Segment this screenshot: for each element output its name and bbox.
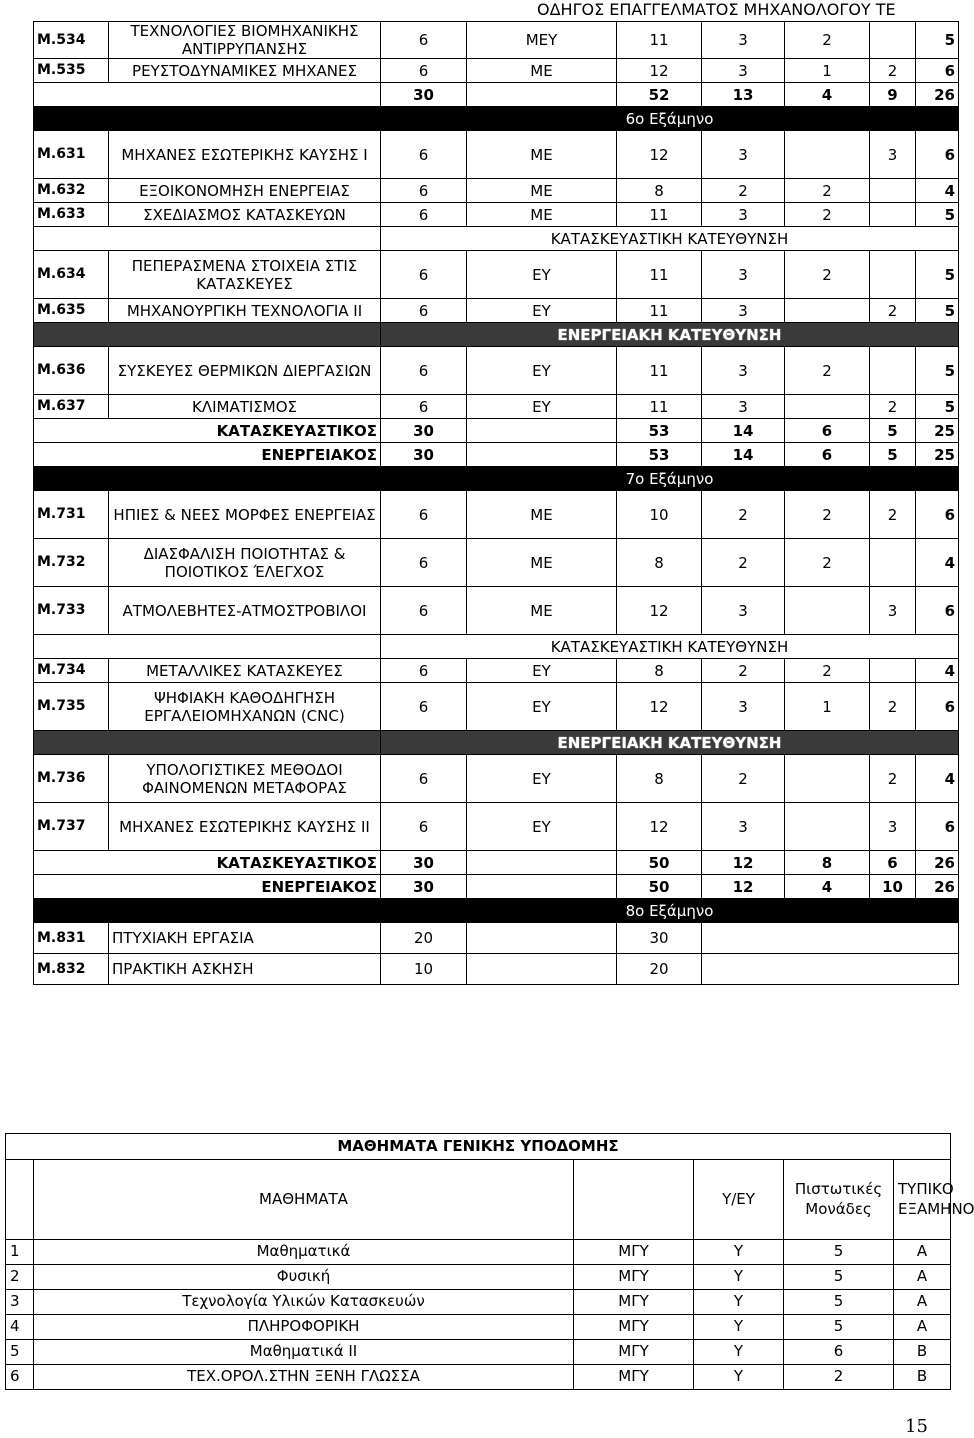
cell-a: 3	[702, 299, 785, 323]
cell-b: 2	[785, 251, 870, 299]
empty-cell	[702, 954, 959, 985]
course-row	[34, 491, 959, 539]
cell-a: 3	[702, 22, 785, 59]
cell-label: ΚΑΤΑΣΚΕΥΑΣΤΙΚΟΣ	[34, 851, 381, 875]
general-courses-table	[5, 1133, 974, 1390]
cell-code: Μ.631	[34, 131, 109, 179]
cell-a: 2	[702, 179, 785, 203]
course-row	[34, 22, 959, 59]
cell-ects: 6	[381, 131, 467, 179]
cell-h: 12	[617, 803, 702, 851]
course-row	[34, 683, 959, 731]
cell-b: 2	[785, 491, 870, 539]
cell-ects: 6	[381, 587, 467, 635]
course-row	[34, 347, 959, 395]
total-row	[34, 419, 959, 443]
cell-ects: 6	[381, 491, 467, 539]
cell-name: ΣΥΣΚΕΥΕΣ ΘΕΡΜΙΚΩΝ ΔΙΕΡΓΑΣΙΩΝ	[109, 347, 381, 395]
cell-d: 5	[916, 22, 959, 59]
general-course-row	[6, 1340, 951, 1365]
general-course-type: Υ	[694, 1265, 784, 1290]
cell-code: Μ.732	[34, 539, 109, 587]
cell-type: ΕΥ	[467, 683, 617, 731]
col-credits-header: Πιστωτικές Μονάδες	[784, 1160, 894, 1240]
cell-type: ΕΥ	[467, 803, 617, 851]
course-row	[34, 179, 959, 203]
cell-h: 8	[617, 659, 702, 683]
section-header-row	[34, 107, 959, 131]
cell-code: Μ.737	[34, 803, 109, 851]
cell-b: 2	[785, 539, 870, 587]
cell-name: ΕΞΟΙΚΟΝΟΜΗΣΗ ΕΝΕΡΓΕΙΑΣ	[109, 179, 381, 203]
cell-d: 5	[916, 251, 959, 299]
cell-a: 3	[702, 251, 785, 299]
cell-type: ΜΕ	[467, 587, 617, 635]
cell-code: Μ.731	[34, 491, 109, 539]
empty-cell	[467, 875, 617, 899]
cell-b: 8	[785, 851, 870, 875]
course-row	[34, 203, 959, 227]
general-course-n: 6	[6, 1365, 34, 1390]
course-row	[34, 299, 959, 323]
cell-ects: 6	[381, 755, 467, 803]
section-header-row	[34, 227, 959, 251]
cell-c	[870, 251, 916, 299]
cell-b	[785, 299, 870, 323]
general-course-sem: Α	[894, 1290, 951, 1315]
cell-name: ΗΠΙΕΣ & ΝΕΕΣ ΜΟΡΦΕΣ ΕΝΕΡΓΕΙΑΣ	[109, 491, 381, 539]
empty-cell	[34, 323, 381, 347]
general-course-type: Υ	[694, 1290, 784, 1315]
cell-ects: 6	[381, 683, 467, 731]
cell-code: Μ.634	[34, 251, 109, 299]
cell-ects: 6	[381, 299, 467, 323]
cell-d: 25	[916, 419, 959, 443]
general-course-name: Φυσική	[34, 1265, 574, 1290]
cell-ects: 6	[381, 539, 467, 587]
cell-type: ΜΕ	[467, 59, 617, 83]
general-course-name: Μαθηματικά	[34, 1240, 574, 1265]
cell-label: ΕΝΕΡΓΕΙΑΚΟΣ	[34, 443, 381, 467]
section-header-row	[34, 323, 959, 347]
empty-cell	[34, 899, 381, 923]
general-course-cat: ΜΓΥ	[574, 1315, 694, 1340]
cell-ects: 6	[381, 59, 467, 83]
cell-h: 8	[617, 179, 702, 203]
general-course-cat: ΜΓΥ	[574, 1240, 694, 1265]
curriculum-table	[33, 21, 959, 985]
cell-type: ΜΕ	[467, 131, 617, 179]
cell-d: 26	[916, 851, 959, 875]
cell-c	[870, 203, 916, 227]
cell-h: 11	[617, 347, 702, 395]
cell-ects: 6	[381, 22, 467, 59]
cell-type: ΜΕ	[467, 179, 617, 203]
cell-code: Μ.733	[34, 587, 109, 635]
general-course-row	[6, 1240, 951, 1265]
cell-type: ΕΥ	[467, 251, 617, 299]
cell-type: ΕΥ	[467, 299, 617, 323]
course-row	[34, 587, 959, 635]
cell-a: 3	[702, 131, 785, 179]
cell-h: 12	[617, 131, 702, 179]
empty-cell	[34, 635, 381, 659]
empty-cell	[34, 731, 381, 755]
cell-b	[785, 755, 870, 803]
general-course-sem: Α	[894, 1265, 951, 1290]
general-course-n: 5	[6, 1340, 34, 1365]
cell-h: 53	[617, 419, 702, 443]
cell-d: 6	[916, 131, 959, 179]
cell-a: 13	[702, 83, 785, 107]
cell-d: 6	[916, 683, 959, 731]
general-course-row	[6, 1365, 951, 1390]
cell-c: 2	[870, 491, 916, 539]
cell-name: ΑΤΜΟΛΕΒΗΤΕΣ-ΑΤΜΟΣΤΡΟΒΙΛΟΙ	[109, 587, 381, 635]
cell-a: 14	[702, 443, 785, 467]
cell-c: 5	[870, 419, 916, 443]
general-course-n: 2	[6, 1265, 34, 1290]
empty-cell	[467, 851, 617, 875]
general-course-cr: 6	[784, 1340, 894, 1365]
cell-a: 3	[702, 203, 785, 227]
cell-ects: 30	[381, 443, 467, 467]
cell-a: 3	[702, 803, 785, 851]
general-course-cat: ΜΓΥ	[574, 1340, 694, 1365]
cell-c: 2	[870, 299, 916, 323]
cell-c: 3	[870, 803, 916, 851]
general-course-sem: Β	[894, 1340, 951, 1365]
section-header-row	[34, 899, 959, 923]
cell-b: 2	[785, 22, 870, 59]
general-course-type: Υ	[694, 1315, 784, 1340]
empty-cell	[467, 923, 617, 954]
cell-b	[785, 395, 870, 419]
cell-name: ΜΗΧΑΝΕΣ ΕΣΩΤΕΡΙΚΗΣ ΚΑΥΣΗΣ Ι	[109, 131, 381, 179]
cell-ects: 10	[381, 954, 467, 985]
empty-cell	[34, 467, 381, 491]
general-course-cr: 5	[784, 1240, 894, 1265]
course-row	[34, 923, 959, 954]
cell-type: ΕΥ	[467, 347, 617, 395]
cell-c: 2	[870, 395, 916, 419]
cell-d: 26	[916, 875, 959, 899]
cell-a: 12	[702, 875, 785, 899]
cell-h: 12	[617, 587, 702, 635]
cell-name: ΚΛΙΜΑΤΙΣΜΟΣ	[109, 395, 381, 419]
general-course-name: Μαθηματικά ΙΙ	[34, 1340, 574, 1365]
cell-b: 6	[785, 419, 870, 443]
cell-c: 5	[870, 443, 916, 467]
cell-code: Μ.632	[34, 179, 109, 203]
col-semester-header: ΤΥΠΙΚΟ ΕΞΑΜΗΝΟ	[894, 1160, 951, 1240]
cell-name: ΨΗΦΙΑΚΗ ΚΑΘΟΔΗΓΗΣΗ ΕΡΓΑΛΕΙΟΜΗΧΑΝΩΝ (CNC)	[109, 683, 381, 731]
empty-cell	[467, 954, 617, 985]
cell-d: 6	[916, 59, 959, 83]
cell-d: 4	[916, 659, 959, 683]
cell-a: 14	[702, 419, 785, 443]
cell-name: ΡΕΥΣΤΟΔΥΝΑΜΙΚΕΣ ΜΗΧΑΝΕΣ	[109, 59, 381, 83]
cell-ects: 30	[381, 83, 467, 107]
general-course-sem: Α	[894, 1315, 951, 1340]
cell-name: ΜΕΤΑΛΛΙΚΕΣ ΚΑΤΑΣΚΕΥΕΣ	[109, 659, 381, 683]
cell-code: Μ.831	[34, 923, 109, 954]
cell-h: 52	[617, 83, 702, 107]
cell-d: 4	[916, 755, 959, 803]
cell-d: 5	[916, 395, 959, 419]
cell-name: ΠΡΑΚΤΙΚΗ ΑΣΚΗΣΗ	[109, 954, 381, 985]
general-course-cat: ΜΓΥ	[574, 1265, 694, 1290]
general-course-type: Υ	[694, 1240, 784, 1265]
cell-a: 2	[702, 659, 785, 683]
cell-d: 4	[916, 539, 959, 587]
empty-cell	[467, 419, 617, 443]
cell-dir4: ΕΝΕΡΓΕΙΑΚΗ ΚΑΤΕΥΘΥΝΣΗ	[381, 731, 959, 755]
general-course-sem: Β	[894, 1365, 951, 1390]
general-course-cr: 5	[784, 1315, 894, 1340]
cell-d: 4	[916, 179, 959, 203]
cell-type: ΜΕ	[467, 539, 617, 587]
general-course-cr: 5	[784, 1265, 894, 1290]
cell-h: 8	[617, 755, 702, 803]
section-header-row	[34, 467, 959, 491]
cell-c: 3	[870, 587, 916, 635]
general-course-n: 3	[6, 1290, 34, 1315]
cell-c	[870, 347, 916, 395]
cell-a: 2	[702, 491, 785, 539]
cell-d: 26	[916, 83, 959, 107]
cell-h: 12	[617, 683, 702, 731]
cell-h: 50	[617, 875, 702, 899]
cell-ects: 6	[381, 395, 467, 419]
cell-code: Μ.734	[34, 659, 109, 683]
cell-name: ΤΕΧΝΟΛΟΓΙΕΣ ΒΙΟΜΗΧΑΝΙΚΗΣ ΑΝΤΙΡΡΥΠΑΝΣΗΣ	[109, 22, 381, 59]
total-row	[34, 875, 959, 899]
cell-c	[870, 539, 916, 587]
section-header-row	[34, 731, 959, 755]
cell-type: ΕΥ	[467, 659, 617, 683]
cell-code: Μ.637	[34, 395, 109, 419]
cell-ects: 6	[381, 179, 467, 203]
cell-label: ΕΝΕΡΓΕΙΑΚΟΣ	[34, 875, 381, 899]
cell-ects: 20	[381, 923, 467, 954]
cell-c: 10	[870, 875, 916, 899]
cell-code: Μ.535	[34, 59, 109, 83]
cell-type: ΕΥ	[467, 755, 617, 803]
cell-c	[870, 179, 916, 203]
general-course-row	[6, 1265, 951, 1290]
cell-name: ΜΗΧΑΝΟΥΡΓΙΚΗ ΤΕΧΝΟΛΟΓΙΑ ΙΙ	[109, 299, 381, 323]
cell-dir2: ΕΝΕΡΓΕΙΑΚΗ ΚΑΤΕΥΘΥΝΣΗ	[381, 323, 959, 347]
cell-d: 6	[916, 491, 959, 539]
cell-sem7: 7ο Εξάμηνο	[381, 467, 959, 491]
cell-name: ΠΤΥΧΙΑΚΗ ΕΡΓΑΣΙΑ	[109, 923, 381, 954]
cell-c: 2	[870, 59, 916, 83]
general-course-name: ΠΛΗΡΟΦΟΡΙΚΗ	[34, 1315, 574, 1340]
cell-b: 2	[785, 179, 870, 203]
cell-h: 8	[617, 539, 702, 587]
cell-type: ΕΥ	[467, 395, 617, 419]
general-courses-title: ΜΑΘΗΜΑΤΑ ΓΕΝΙΚΗΣ ΥΠΟΔΟΜΗΣ	[6, 1134, 951, 1160]
cell-b: 2	[785, 203, 870, 227]
general-course-cr: 5	[784, 1290, 894, 1315]
cell-sem8: 8ο Εξάμηνο	[381, 899, 959, 923]
cell-sem6: 6ο Εξάμηνο	[381, 107, 959, 131]
cell-a: 12	[702, 851, 785, 875]
cell-ects: 30	[381, 875, 467, 899]
cell-label: ΚΑΤΑΣΚΕΥΑΣΤΙΚΟΣ	[34, 419, 381, 443]
cell-h: 30	[617, 923, 702, 954]
cell-ects: 6	[381, 251, 467, 299]
cell-c: 3	[870, 131, 916, 179]
cell-code: Μ.736	[34, 755, 109, 803]
cell-a: 3	[702, 59, 785, 83]
general-course-name: ΤΕΧ.ΟΡΟΛ.ΣΤΗΝ ΞΕΝΗ ΓΛΩΣΣΑ	[34, 1365, 574, 1390]
cell-h: 20	[617, 954, 702, 985]
cell-h: 11	[617, 22, 702, 59]
general-course-type: Υ	[694, 1365, 784, 1390]
general-course-row	[6, 1315, 951, 1340]
cell-ects: 6	[381, 803, 467, 851]
empty-cell	[467, 83, 617, 107]
general-course-cat: ΜΓΥ	[574, 1365, 694, 1390]
cell-name: ΠΕΠΕΡΑΣΜΕΝΑ ΣΤΟΙΧΕΙΑ ΣΤΙΣ ΚΑΤΑΣΚΕΥΕΣ	[109, 251, 381, 299]
cell-d: 5	[916, 203, 959, 227]
cell-c: 2	[870, 755, 916, 803]
cell-h: 11	[617, 251, 702, 299]
cell-a: 3	[702, 347, 785, 395]
cell-c: 9	[870, 83, 916, 107]
cell-h: 11	[617, 395, 702, 419]
cell-a: 3	[702, 395, 785, 419]
empty-cell	[467, 443, 617, 467]
course-row	[34, 755, 959, 803]
cell-ects: 6	[381, 203, 467, 227]
cell-h: 11	[617, 299, 702, 323]
general-course-name: Τεχνολογία Υλικών Κατασκευών	[34, 1290, 574, 1315]
cell-a: 3	[702, 587, 785, 635]
cell-b: 1	[785, 59, 870, 83]
cell-b	[785, 131, 870, 179]
course-row	[34, 251, 959, 299]
cell-dir3: ΚΑΤΑΣΚΕΥΑΣΤΙΚΗ ΚΑΤΕΥΘΥΝΣΗ	[381, 635, 959, 659]
cell-ects: 6	[381, 347, 467, 395]
course-row	[34, 803, 959, 851]
cell-code: Μ.636	[34, 347, 109, 395]
cell-dir1: ΚΑΤΑΣΚΕΥΑΣΤΙΚΗ ΚΑΤΕΥΘΥΝΣΗ	[381, 227, 959, 251]
course-row	[34, 395, 959, 419]
cell-a: 2	[702, 755, 785, 803]
course-row	[34, 59, 959, 83]
general-course-cr: 2	[784, 1365, 894, 1390]
cell-b: 1	[785, 683, 870, 731]
cell-b: 2	[785, 659, 870, 683]
cell-h: 53	[617, 443, 702, 467]
cell-d: 5	[916, 299, 959, 323]
cell-b: 4	[785, 83, 870, 107]
cell-code: Μ.534	[34, 22, 109, 59]
section-header-row	[34, 635, 959, 659]
total-row	[34, 443, 959, 467]
cell-h: 50	[617, 851, 702, 875]
cell-h: 10	[617, 491, 702, 539]
total-row	[34, 851, 959, 875]
cell-name: ΔΙΑΣΦΑΛΙΣΗ ΠΟΙΟΤΗΤΑΣ & ΠΟΙΟΤΙΚΟΣ ΈΛΕΓΧΟΣ	[109, 539, 381, 587]
cell-d: 25	[916, 443, 959, 467]
col-type-header: Υ/ΕΥ	[694, 1160, 784, 1240]
cell-code: Μ.633	[34, 203, 109, 227]
cell-name: ΣΧΕΔΙΑΣΜΟΣ ΚΑΤΑΣΚΕΥΩΝ	[109, 203, 381, 227]
cell-a: 2	[702, 539, 785, 587]
course-row	[34, 131, 959, 179]
cell-a: 3	[702, 683, 785, 731]
page-number: 15	[905, 1416, 928, 1437]
cell-b: 6	[785, 443, 870, 467]
cell-b: 4	[785, 875, 870, 899]
cell-name: ΜΗΧΑΝΕΣ ΕΣΩΤΕΡΙΚΗΣ ΚΑΥΣΗΣ ΙΙ	[109, 803, 381, 851]
empty-cell	[34, 83, 381, 107]
cell-c: 2	[870, 683, 916, 731]
total-row	[34, 83, 959, 107]
cell-h: 12	[617, 59, 702, 83]
course-row	[34, 539, 959, 587]
cell-d: 6	[916, 587, 959, 635]
cell-c	[870, 659, 916, 683]
cell-code: Μ.832	[34, 954, 109, 985]
cell-c: 6	[870, 851, 916, 875]
cell-type: ΜΕ	[467, 203, 617, 227]
cell-b: 2	[785, 347, 870, 395]
cell-d: 6	[916, 803, 959, 851]
cell-code: Μ.635	[34, 299, 109, 323]
general-course-n: 4	[6, 1315, 34, 1340]
col-subjects-header: ΜΑΘΗΜΑΤΑ	[34, 1160, 574, 1240]
cell-ects: 30	[381, 851, 467, 875]
general-course-sem: Α	[894, 1240, 951, 1265]
cell-d: 5	[916, 347, 959, 395]
course-row	[34, 954, 959, 985]
course-row	[34, 659, 959, 683]
cell-ects: 6	[381, 659, 467, 683]
general-course-cat: ΜΓΥ	[574, 1290, 694, 1315]
empty-cell	[34, 107, 381, 131]
document-header: ΟΔΗΓΟΣ ΕΠΑΓΓΕΛΜΑΤΟΣ ΜΗΧΑΝΟΛΟΓΟΥ ΤΕ	[537, 0, 896, 19]
cell-code: Μ.735	[34, 683, 109, 731]
cell-name: ΥΠΟΛΟΓΙΣΤΙΚΕΣ ΜΕΘΟΔΟΙ ΦΑΙΝΟΜΕΝΩΝ ΜΕΤΑΦΟΡΑΣ	[109, 755, 381, 803]
general-course-row	[6, 1290, 951, 1315]
cell-c	[870, 22, 916, 59]
cell-h: 11	[617, 203, 702, 227]
cell-ects: 30	[381, 419, 467, 443]
cell-b	[785, 587, 870, 635]
cell-type: ΜΕ	[467, 491, 617, 539]
empty-cell	[702, 923, 959, 954]
cell-b	[785, 803, 870, 851]
cell-type: ΜΕΥ	[467, 22, 617, 59]
general-course-type: Υ	[694, 1340, 784, 1365]
empty-cell	[34, 227, 381, 251]
general-course-n: 1	[6, 1240, 34, 1265]
